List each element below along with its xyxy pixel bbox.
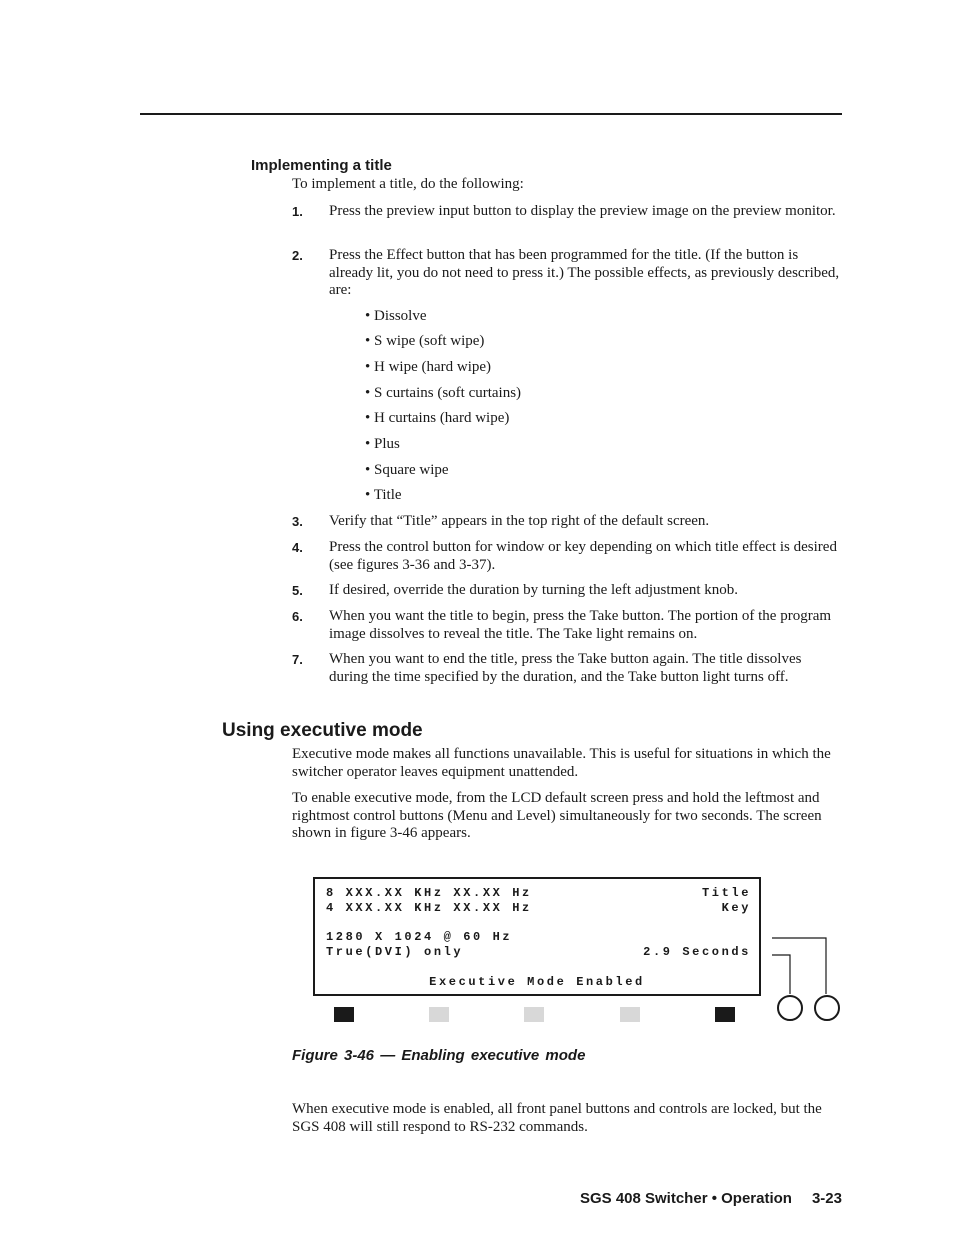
step-text: When you want to end the title, press the Take button again. The title dissolves during the time specified by the duration, and the Take button light turns off. <box>329 651 802 685</box>
step-text: Press the control button for window or key depending on which title effect is desired (see figures 3-36 and 3-37). <box>329 539 837 573</box>
executive-paragraph-1: Executive mode makes all functions unavailable. This is useful for situations in which the switcher operator leaves equipment unattended. <box>292 746 831 780</box>
lcd-line-1-right: Title <box>701 886 751 900</box>
lcd-line-4-left: True(DVI) only <box>326 945 464 959</box>
header-rule <box>140 113 842 115</box>
step-number: 1. <box>292 204 303 219</box>
lcd-line-2-left: 4 XXX.XX KHz XX.XX Hz <box>326 901 532 915</box>
step-number: 2. <box>292 248 303 263</box>
step-number: 7. <box>292 652 303 667</box>
effect-item-square-wipe: • Square wipe <box>365 462 449 478</box>
effect-item-plus: • Plus <box>365 436 400 452</box>
step-text: Press the Effect button that has been programmed for the title. (If the button is already lit, you do not need to press it.) The possible effects, as previously described, are: <box>329 247 840 299</box>
step-number: 6. <box>292 609 303 624</box>
step-text: When you want the title to begin, press the Take button. The portion of the program image dissolves to reveal the title. The Take light remains on. <box>329 608 832 642</box>
step-text: Verify that “Title” appears in the top right of the default screen. <box>329 513 710 529</box>
section-heading-executive-mode: Using executive mode <box>222 720 423 741</box>
effect-item-dissolve: • Dissolve <box>365 308 427 324</box>
step-number: 3. <box>292 514 303 529</box>
control-button-2[interactable] <box>429 1007 449 1022</box>
lcd-line-2-right: Key <box>721 901 751 915</box>
lcd-line-3-left: 1280 X 1024 @ 60 Hz <box>326 930 513 944</box>
page-number: 3-23 <box>811 1190 842 1207</box>
executive-paragraph-2: To enable executive mode, from the LCD default screen press and hold the leftmost and rightmost control buttons (Menu and Level) simultaneously for two seconds. The screen shown in figure 3-46 appears. <box>292 790 822 842</box>
intro-paragraph: To implement a title, do the following: <box>292 176 524 192</box>
lcd-screen <box>313 877 761 996</box>
step-text: Press the preview input button to display the preview image on the preview monitor. <box>329 203 836 219</box>
step-text: If desired, override the duration by turning the left adjustment knob. <box>329 582 739 598</box>
effect-item-h-curtains: • H curtains (hard wipe) <box>365 410 510 426</box>
page-footer <box>580 1190 842 1207</box>
control-button-3[interactable] <box>524 1007 544 1022</box>
lcd-line-4-right: 2.9 Seconds <box>643 945 751 959</box>
control-button-menu[interactable] <box>334 1007 354 1022</box>
lcd-line-5-center: Executive Mode Enabled <box>429 975 645 989</box>
control-button-4[interactable] <box>620 1007 640 1022</box>
right-adjustment-knob[interactable] <box>814 995 840 1021</box>
step-number: 5. <box>292 583 303 598</box>
effect-item-h-wipe: • H wipe (hard wipe) <box>365 359 492 375</box>
effect-item-s-curtains: • S curtains (soft curtains) <box>365 385 522 401</box>
figure-caption: Figure 3-46 — Enabling executive mode <box>292 1047 586 1064</box>
lcd-line-1-left: 8 XXX.XX KHz XX.XX Hz <box>326 886 532 900</box>
effect-item-s-wipe: • S wipe (soft wipe) <box>365 333 485 349</box>
executive-paragraph-3: When executive mode is enabled, all front panel buttons and controls are locked, but the SGS 408 will still respond to RS-232 commands. <box>292 1101 822 1135</box>
left-adjustment-knob[interactable] <box>777 995 803 1021</box>
effect-item-title: • Title <box>365 487 402 503</box>
knob-leader-lines <box>760 930 840 1000</box>
step-number: 4. <box>292 540 303 555</box>
section-heading-implementing-title: Implementing a title <box>251 157 392 174</box>
control-button-level[interactable] <box>715 1007 735 1022</box>
footer-title: SGS 408 Switcher • Operation <box>579 1190 792 1207</box>
